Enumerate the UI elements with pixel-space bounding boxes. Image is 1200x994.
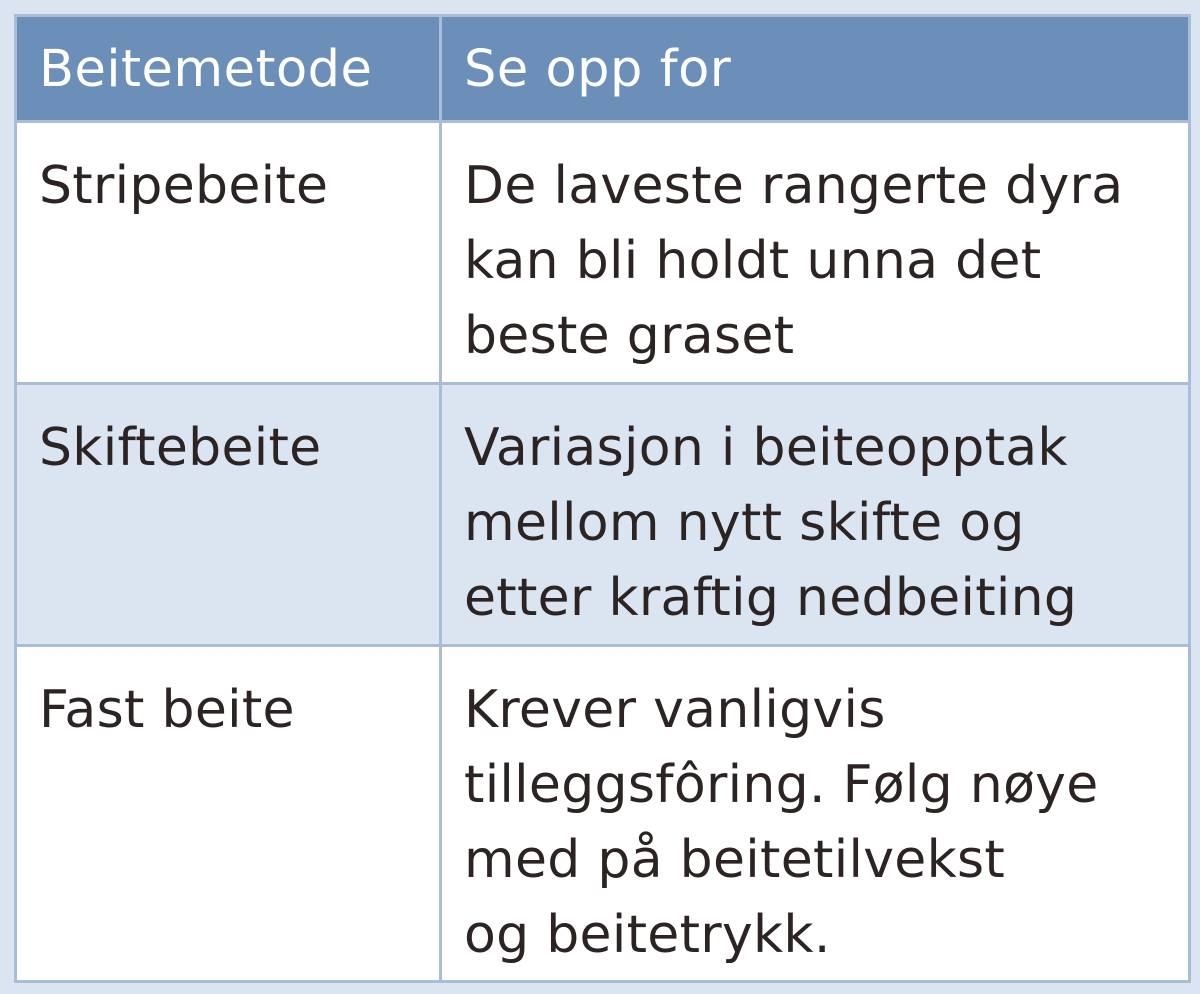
table-row (16, 384, 1190, 646)
method-cell: Fast beite (16, 646, 441, 982)
caution-cell (441, 122, 1190, 384)
caution-line: og beitetrykk. (464, 905, 831, 965)
caution-line: tilleggsfôring. Følg nøye (464, 755, 1099, 815)
header-row (16, 16, 1190, 122)
method-cell: Skiftebeite (16, 384, 441, 646)
caution-line: kan bli holdt unna det (464, 231, 1042, 291)
column-header-caution: Se opp for (441, 16, 1190, 122)
caution-line: med på beitetilvekst (464, 830, 1006, 890)
caution-cell (441, 384, 1190, 646)
grazing-methods-table (14, 14, 1191, 983)
table-row (16, 122, 1190, 384)
caution-cell (441, 646, 1190, 982)
caution-line: mellom nytt skifte og (464, 493, 1025, 553)
caution-line: Krever vanligvis (464, 680, 886, 740)
column-header-method: Beitemetode (16, 16, 441, 122)
caution-line: etter kraftig nedbeiting (464, 568, 1078, 628)
caution-line: Variasjon i beiteopptak (464, 418, 1068, 478)
caution-line: De laveste rangerte dyra (464, 156, 1124, 216)
table-row (16, 646, 1190, 982)
caution-line: beste graset (464, 306, 795, 366)
method-cell: Stripebeite (16, 122, 441, 384)
